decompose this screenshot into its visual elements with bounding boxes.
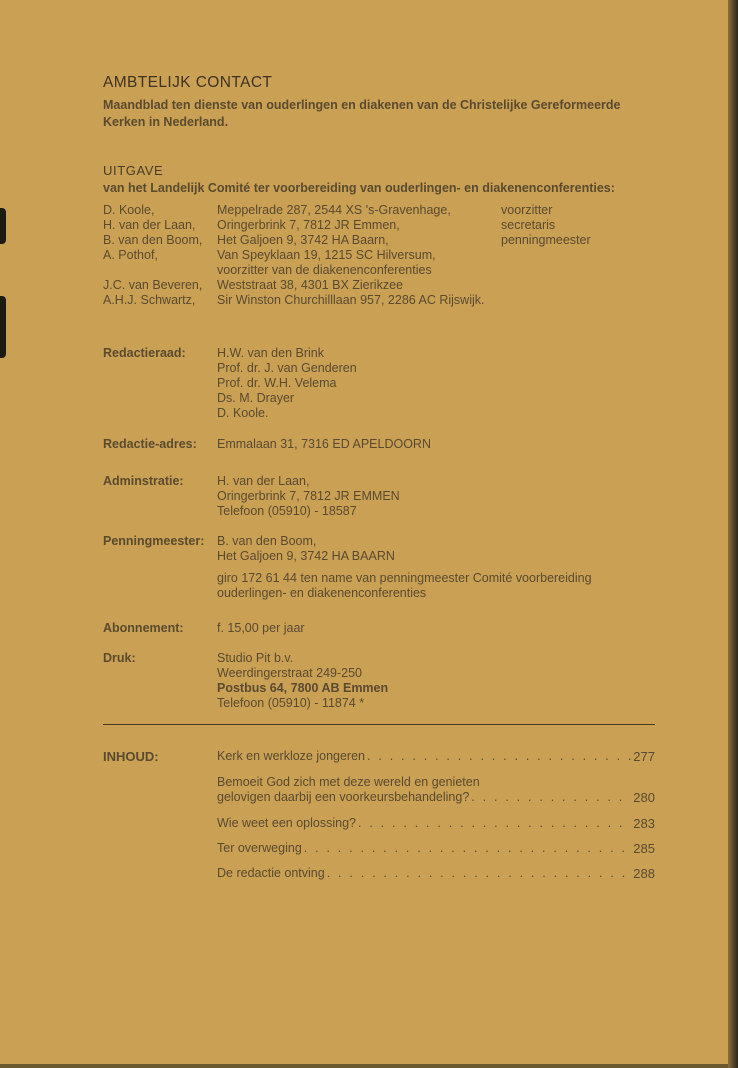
toc-entry [217,841,655,856]
toc-title: gelovigen daarbij een voorkeursbehandeling? [217,790,470,804]
toc-entry [217,749,655,764]
toc-page: 280 [633,790,655,805]
penningmeester-value: B. van den Boom, Het Galjoen 9, 3742 HA BAARN [217,534,395,563]
member-name: H. van der Laan, [103,218,196,232]
toc-page: 277 [633,749,655,764]
toc-page: 288 [633,866,655,881]
giro-text: giro 172 61 44 ten name van penningmeester Comité voorbereiding ouderlingen- en diakenenconferenties [217,571,592,600]
member-role: secretaris [501,218,556,232]
binding-hole [0,296,6,358]
druk-value: Studio Pit b.v. Weerdingerstraat 249-250 Postbus 64, 7800 AB Emmen Telefoon (05910) - 11874 * [217,651,389,710]
magazine-title: AMBTELIJK CONTACT [103,74,273,91]
druk-label: Druk: [103,651,136,665]
toc-entry [217,866,655,881]
member-name: B. van den Boom, [103,233,203,247]
toc-title: Kerk en werkloze jongeren [217,749,365,763]
inhoud-label: INHOUD: [103,749,159,764]
uitgave-subheading: van het Landelijk Comité ter voorbereiding van ouderlingen- en diakenenconferenties: [103,181,615,195]
member-address: Sir Winston Churchilllaan 957, 2286 AC Rijswijk. [217,293,485,307]
subtitle: Maandblad ten dienste van ouderlingen en diakenen van de Christelijke Gereformeerde Kerken in Nederland. [103,98,621,129]
divider [103,724,655,725]
member-address: Meppelrade 287, 2544 XS 's-Gravenhage, [217,203,451,217]
toc-title: Ter overweging [217,841,302,855]
redactieraad-list: H.W. van den Brink Prof. dr. J. van Genderen Prof. dr. W.H. Velema Ds. M. Drayer D. Koole. [217,346,357,420]
toc-title-line: Bemoeit God zich met deze wereld en genieten [217,775,480,789]
uitgave-heading: UITGAVE [103,163,164,178]
redactie-adres-label: Redactie-adres: [103,437,197,451]
member-role: penningmeester [501,233,591,247]
redactie-adres-value: Emmalaan 31, 7316 ED APELDOORN [217,437,431,451]
administratie-label: Adminstratie: [103,474,184,488]
toc-entry [217,775,655,805]
abonnement-label: Abonnement: [103,621,184,635]
member-name: A.H.J. Schwartz, [103,293,196,307]
redactieraad-label: Redactieraad: [103,346,186,360]
administratie-value: H. van der Laan, Oringerbrink 7, 7812 JR EMMEN Telefoon (05910) - 18587 [217,474,400,518]
druk-postbus: Postbus 64, 7800 AB Emmen [217,681,389,695]
binding-hole [0,208,6,244]
member-address: Oringerbrink 7, 7812 JR Emmen, [217,218,400,232]
toc-title: Wie weet een oplossing? [217,816,356,830]
druk-phone: Telefoon (05910) - 11874 * [217,696,365,710]
toc-page: 285 [633,841,655,856]
member-address: Van Speyklaan 19, 1215 SC Hilversum, [217,248,436,262]
member-address: Weststraat 38, 4301 BX Zierikzee [217,278,403,292]
member-role: voorzitter [501,203,553,217]
member-name: D. Koole, [103,203,155,217]
member-address: Het Galjoen 9, 3742 HA Baarn, [217,233,389,247]
toc-title: De redactie ontving [217,866,325,880]
abonnement-value: f. 15,00 per jaar [217,621,305,635]
member-name: A. Pothof, [103,248,158,262]
page-edge [728,0,738,1068]
penningmeester-label: Penningmeester: [103,534,205,548]
toc-page: 283 [633,816,655,831]
member-name: J.C. van Beveren, [103,278,203,292]
toc-entry [217,816,655,831]
member-address: voorzitter van de diakenenconferenties [217,263,432,277]
